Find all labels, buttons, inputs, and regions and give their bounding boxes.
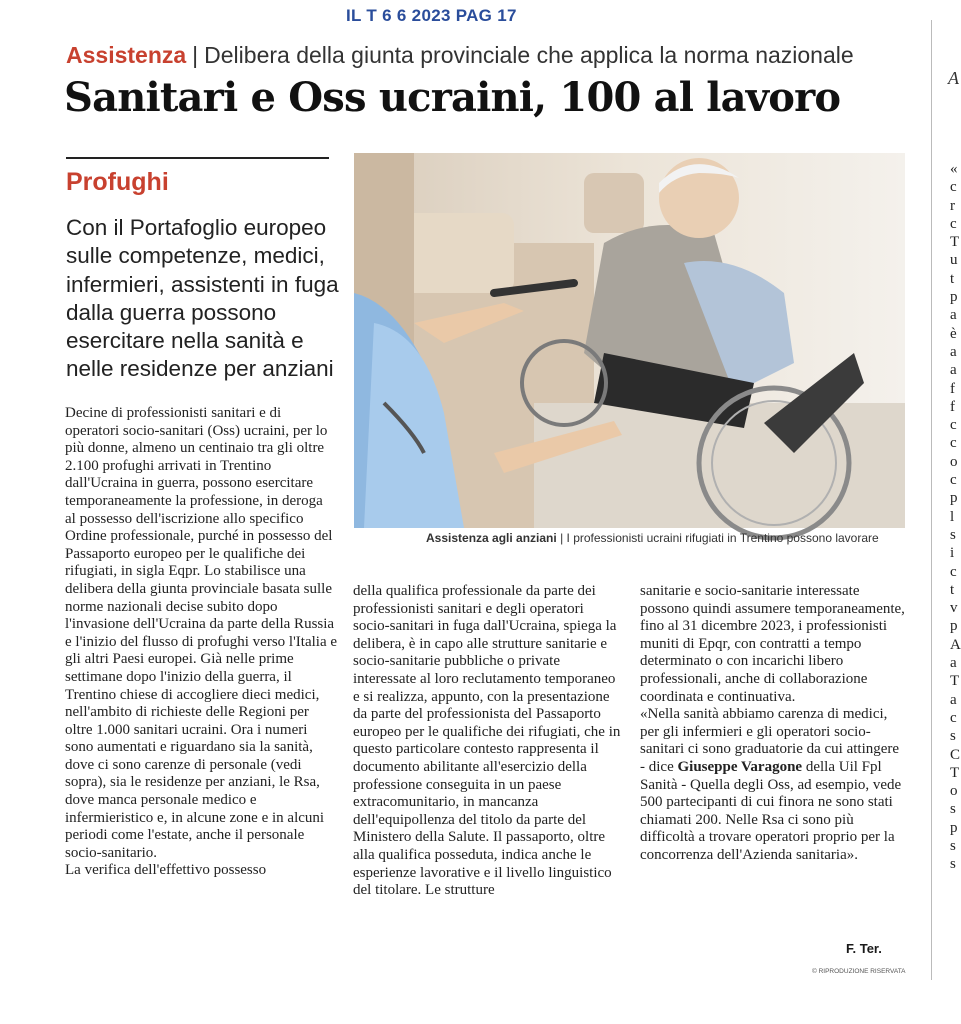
edge-letter: c [950,435,957,452]
column-1-body: Decine di professionisti sanitari e di operatori socio-sanitari (Oss) ucraini, per lo più donne, almeno un centinaio tra gli oltre 2.100 profughi arrivati in Trentino dall'Ucraina in guerra, possono esercitare temporaneamente la professione, in deroga al possesso dell'iscrizione allo specifico Ordine professionale, purché in possesso del Passaporto europeo per le qualifiche dei rifugiati, in sigla Eqpr. Lo stabilisce una delibera della giunta provinciale basata sulle norme nazionali decise subito dopo l'invasione dell'Ucraina da parte della Russia e l'inizio del flusso di profughi verso l'Italia e gli altri Paesi europei. Già nelle prime settimane dopo l'inizio della guerra, il Trentino chiese di accogliere dieci medici, nell'ambito di richieste delle Regioni per oltre 1.000 sanitari ucraini. Ora i numeri sono aumentati e riguardano sia la sanità, dove ci sono carenze di personale (vedi sopra), sia le residenze per anziani, le Rsa, dove manca personale medico e infermieristico e, in alcune zone e in alcuni periodi come l'estate, anche il personale socio-sanitario. [65,405,338,861]
edge-letter: a [950,307,957,324]
edge-letter: a [950,343,957,360]
edge-letter: p [950,618,958,635]
edge-letter: t [950,581,955,598]
edge-letter: c [950,215,957,232]
column-3-quote [640,706,906,864]
article-column-1 [65,405,337,880]
edge-letter: c [950,179,957,196]
edge-letter: t [950,270,955,287]
edge-letter: A [950,636,961,653]
edge-letter: u [950,252,958,269]
edge-letter: s [950,801,956,818]
edge-letter: s [950,837,956,854]
edge-letter: p [950,490,958,507]
edge-letter: c [950,563,957,580]
edge-letter: f [950,398,955,415]
edge-letter: a [950,362,957,379]
kicker-tag: Assistenza [66,42,187,68]
edge-letter: o [950,453,958,470]
edge-letter: p [950,819,958,836]
kicker-separator: | [192,42,199,68]
edge-letter: s [950,728,956,745]
summary: Con il Portafoglio europeo sulle competenze, medici, infermieri, assistenti in fuga dalla guerra possono esercitare nella sanità e nelle residenze per anziani [66,215,339,382]
article-photo [354,153,905,528]
edge-letter: r [950,197,955,214]
caption-text: I professionisti ucraini rifugiati in Trentino possono lavorare [566,531,879,545]
article-column-3 [640,583,906,865]
edge-letter: l [950,508,955,525]
article-column-2: della qualifica professionale da parte dei professionisti sanitari e degli operatori socio-sanitari in fuga dall'Ucraina, spiega la delibera, è in capo alle strutture sanitarie e socio-sanitarie pubbliche o private interessate al loro reclutamento temporaneo e si realizza, appunto, con la presentazione da parte del professionista del Passaporto europeo per le qualifiche dei rifugiati, che in questo particolare contesto rappresenta il documento abilitante all'esercizio della professione conseguita in un paese extracomunitario, in mancanza dell'equipollenza del titolo da parte del Ministero della Salute. Il passaporto, oltre alla qualifica posseduta, indica anche le esperienze lavorative e il livello linguistico del titolare. Le strutture [353,583,621,899]
author-signature: F. Ter. [846,941,882,956]
column-divider [931,20,932,980]
edge-letter: c [950,472,957,489]
edge-letter: a [950,655,957,672]
section-tag: Profughi [66,168,169,196]
edge-letter: c [950,709,957,726]
edge-letter: T [950,234,960,251]
quoted-person: Giuseppe Varagone [677,758,803,775]
edge-letter: v [950,600,958,617]
quote-part-b: della Uil Fpl Sanità - Quella degli Oss, ad esempio, vede 500 partecipanti di cui finora ne sono stati chiamati 200. Nelle Rsa ci sono più difficoltà a trovare operatori proprio per la concorrenza dell'Azienda sanitaria». [640,758,902,863]
edge-letter: è [950,325,957,342]
edge-letter: o [950,783,958,800]
edge-letter: a [950,691,957,708]
edge-letter: « [950,161,958,177]
adjacent-article-glyph: A [948,68,959,88]
edge-letter: s [950,856,956,873]
edge-letter: s [950,526,956,543]
edge-letter: C [950,746,961,763]
edge-letter: c [950,417,957,434]
edge-letter: p [950,289,958,306]
kicker [66,42,854,69]
column-1-tail: La verifica dell'effettivo possesso [65,862,267,879]
quote-part-a: «Nella sanità abbiamo carenza di medici, per gli infermieri e gli operatori socio-sanitari ci sono graduatorie da cui attingere - dice [640,706,900,775]
caption-title: Assistenza agli anziani [426,531,557,545]
caption-separator: | [560,531,564,545]
headline: Sanitari e Oss ucraini, 100 al lavoro [64,74,841,121]
column-3-body: sanitarie e socio-sanitarie interessate possono quindi assumere temporaneamente, fino al 31 dicembre 2023, i professionisti muniti di Epqr, con contratti a tempo determinato o con incarichi libero professionali, anche di collaborazione coordinata e continuativa. [640,583,905,705]
photo-caption [426,531,906,545]
edge-letter: T [950,673,960,690]
page-header: IL T 6 6 2023 PAG 17 [346,6,517,25]
copyright-notice: © RIPRODUZIONE RISERVATA [812,968,906,975]
kicker-subtitle: Delibera della giunta provinciale che applica la norma nazionale [204,42,854,68]
edge-letter: f [950,380,955,397]
edge-letter: T [950,764,960,781]
adjacent-article-edge [950,160,960,874]
edge-letter: i [950,545,955,562]
photo-illustration [354,153,905,528]
section-rule [66,157,329,159]
